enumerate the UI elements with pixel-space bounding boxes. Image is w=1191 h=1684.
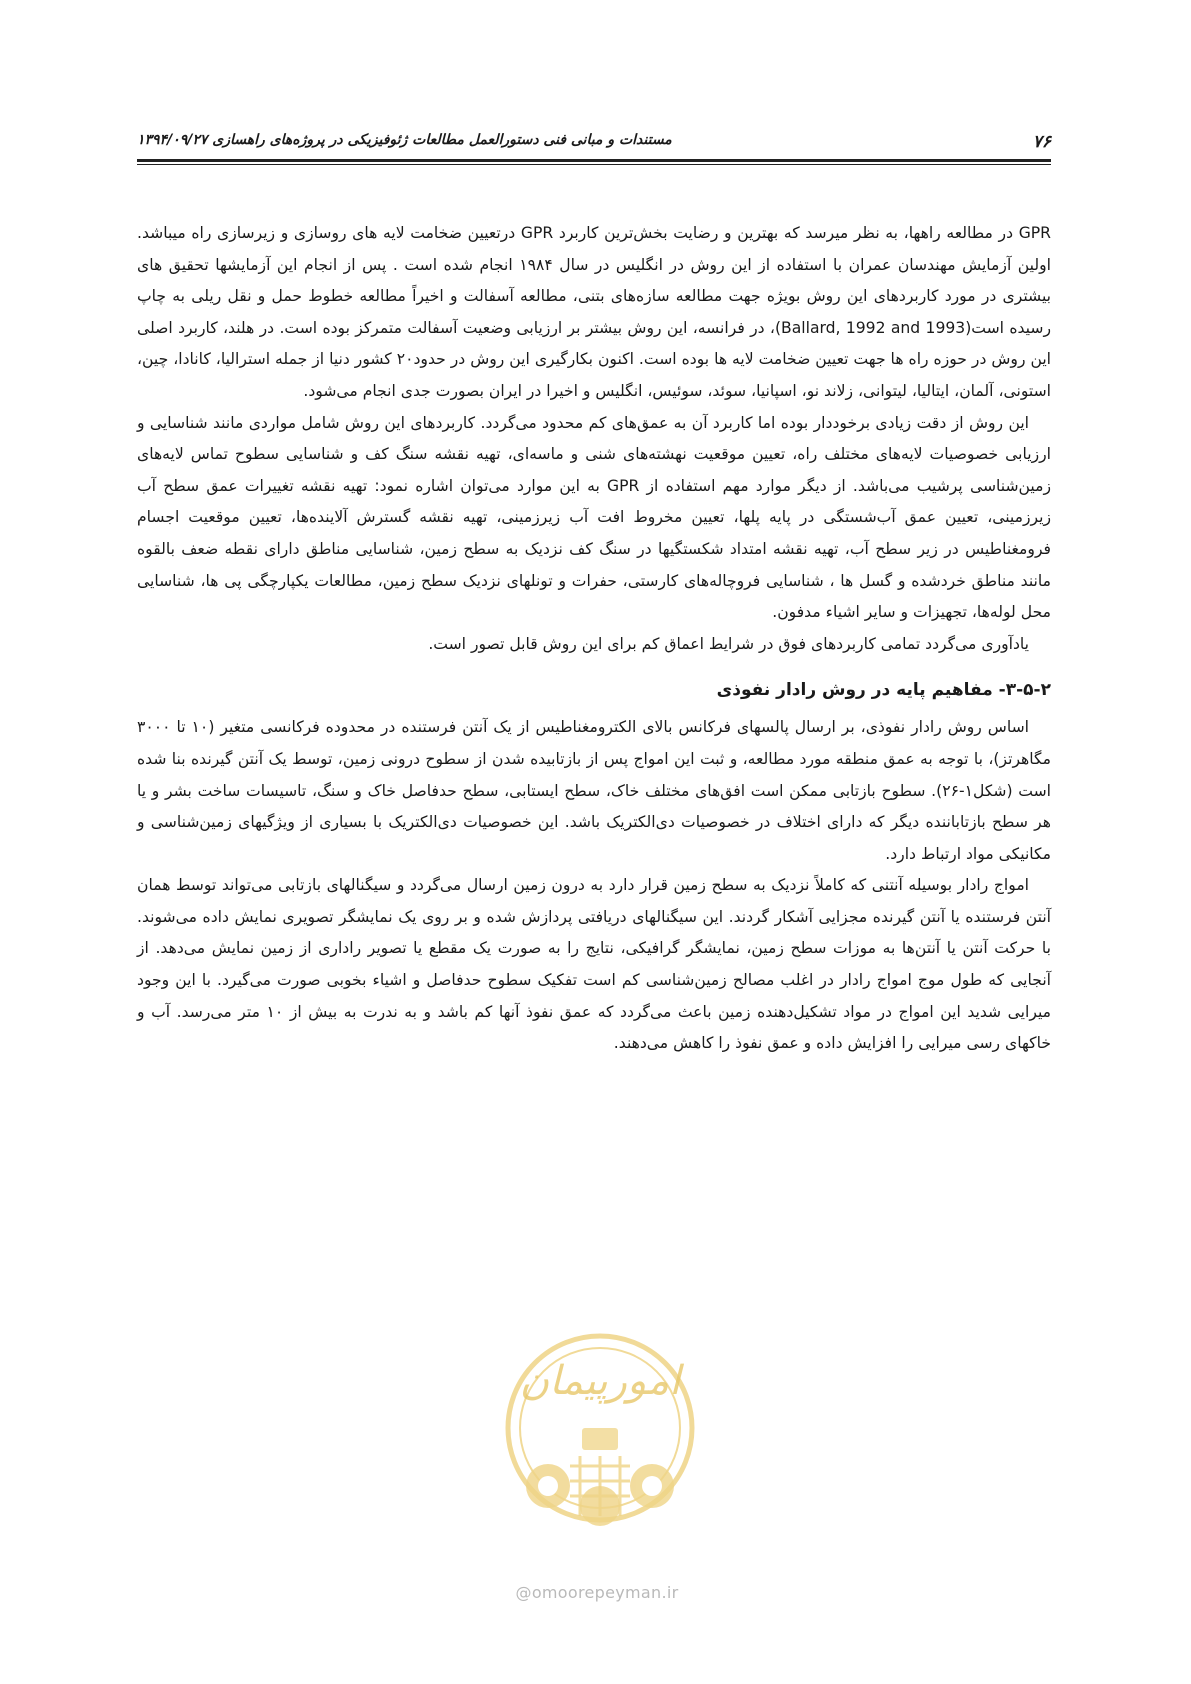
running-title: مستندات و مبانی فنی دستورالعمل مطالعات ژئوفیزیکی در پروژه‌های راهسازی ۱۳۹۴/۰۹/۲۷ (137, 132, 672, 148)
page-number: ۷۶ (1032, 132, 1051, 152)
watermark-site: @omoorepeyman.ir (515, 1583, 679, 1602)
header-rule-thin (137, 164, 1051, 165)
paragraph-gpr-roads: GPR در مطالعه راهها، به نظر میرسد که بهترین و رضایت بخش‌ترین کاربرد GPR درتعیین ضخامت لایه های روسازی و زیرسازی راه میباشد. اولین آزمایش مهندسان عمران با استفاده از این روش در انگلیس در سال ۱۹۸۴ انجام شده است . پس از انجام این آزمایشها تحقیق های بیشتری در مورد کاربردهای این روش بویژه جهت مطالعه سازه‌های بتنی، مطالعه آسفالت و اخیراً مطالعه خطوط حمل و نقل ریلی به چاپ رسیده است(Ballard, 1992 and 1993)، در فرانسه، این روش بیشتر بر ارزیابی وضعیت آسفالت متمرکز بوده است. در هلند، کاربرد اصلی این روش در حوزه راه ها جهت تعیین ضخامت لایه ها بوده است. اکنون بکارگیری این روش در حدود۲۰ کشور دنیا از جمله استرالیا، کانادا، چین، استونی، آلمان، ایتالیا، لیتوانی، زلاند نو، اسپانیا، سوئد، سوئیس، انگلیس و اخیرا در ایران بصورت جدی انجام می‌شود. (137, 224, 1052, 400)
section-heading: ۳-۵-۲- مفاهیم پایه در روش رادار نفوذی (716, 680, 1051, 701)
paragraph-applications: این روش از دقت زیادی برخوددار بوده اما کاربرد آن به عمق‌های کم محدود می‌گردد. کاربردهای این روش شامل مواردی مانند شناسایی و ارزیابی خصوصیات لایه‌های مختلف راه، تعیین موقعیت نهشته‌های شنی و ماسه‌ای، تهیه نقشه سنگ کف و شناسایی سطوح تماس لایه‌های زمین‌شناسی پرشیب می‌باشد. از دیگر موارد مهم استفاده از GPR به این موارد می‌توان اشاره نمود: تهیه نقشه تغییرات عمق سطح آب زیرزمینی، تعیین عمق آب‌شستگی در پایه پلها، تعیین مخروط افت آب زیرزمینی، تهیه نقشه گسترش آلاینده‌ها، تعیین موقعیت اجسام فرومغناطیس در زیر سطح آب، تهیه نقشه امتداد شکستگیها در سنگ کف نزدیک به سطح زمین، شناسایی مناطق دارای نقطه ضعف بالقوه مانند مناطق خردشده و گسل ها ، شناسایی فروچاله‌های کارستی، حفرات و تونلهای نزدیک سطح زمین، مطالعات یکپارچگی پی ها، شناسایی محل لوله‌ها، تجهیزات و سایر اشیاء مدفون. (137, 413, 1051, 622)
body-content (137, 218, 1051, 1060)
paragraph-basic-principles: اساس روش رادار نفوذی، بر ارسال پالسهای فرکانس بالای الکترومغناطیس از یک آنتن فرستنده در محدوده فرکانسی متغیر (۱۰ تا ۳۰۰۰ مگاهرتز)، با توجه به عمق منطقه مورد مطالعه، و ثبت این امواج پس از بازتابیده شدن از سطوح درونی زمین، توسط یک آنتن گیرنده بنا شده است (شکل۱-۲۶). سطوح بازتابی ممکن است افق‌های مختلف خاک، سطح ایستابی، سطح حدفاصل خاک و سنگ، تاسیسات ساخت بشر و یا هر سطح بازتاباننده دیگر که دارای اختلاف در خصوصیات دی‌الکتریک باشد. این خصوصیات دی‌الکتریک با بسیاری از ویژگیهای زمین‌شناسی و مکانیکی مواد ارتباط دارد. (137, 718, 1051, 863)
watermark-seal-icon (470, 1316, 730, 1556)
page-header (137, 128, 1051, 164)
paragraph-reminder: یادآوری می‌گردد تمامی کاربردهای فوق در شرایط اعماق کم برای این روش قابل تصور است. (428, 634, 1029, 653)
header-rule-thick (137, 159, 1051, 162)
watermark-logo-text: امورپیمان (519, 1358, 681, 1404)
watermark-logo (470, 1316, 730, 1556)
paragraph-radar-waves: امواج رادار بوسیله آنتنی که کاملاً نزدیک به سطح زمین قرار دارد به درون زمین ارسال می‌گردد و سیگنالهای بازتابی می‌تواند توسط همان آنتن فرستنده یا آنتن گیرنده مجزایی آشکار گردند. این سیگنالهای دریافتی پردازش شده و بر روی یک نمایشگر تصویری نمایش داده می‌شوند. با حرکت آنتن یا آنتن‌ها به موزات سطح زمین، نمایشگر گرافیکی، نتایج را به صورت یک مقطع یا تصویر راداری از زمین نمایش می‌دهد. از آنجایی که طول موج امواج رادار در اغلب مصالح زمین‌شناسی کم است تفکیک سطوح حدفاصل و اشیاء بخوبی صورت می‌گیرد. با این وجود میرایی شدید این امواج در مواد تشکیل‌دهنده زمین باعث می‌گردد که عمق نفوذ آنها کم باشد و به ندرت به بیش از ۱۰ متر می‌رسد. آب و خاکهای رسی میرایی را افزایش داده و عمق نفوذ را کاهش می‌دهند. (137, 876, 1051, 1053)
